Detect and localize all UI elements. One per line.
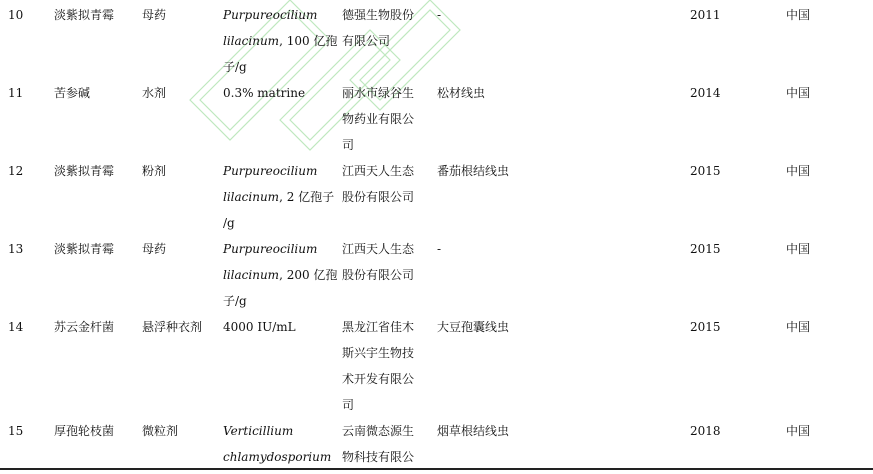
country: 中国 [786, 424, 811, 438]
country: 中国 [786, 242, 811, 256]
concentration-line3: /g [223, 216, 235, 230]
row-number: 12 [8, 164, 24, 178]
concentration [223, 418, 331, 470]
company [342, 2, 414, 54]
product-name: 厚孢轮枝菌 [54, 424, 115, 438]
target-pest: - [437, 8, 442, 22]
registration-year: 2015 [690, 320, 721, 334]
concentration-latin: Verticillium [223, 424, 294, 438]
concentration-rest: , 100 亿孢 [279, 34, 338, 48]
row-number: 11 [8, 86, 24, 100]
company-line: 德强生物股份 [342, 8, 415, 22]
row-number: 10 [8, 8, 24, 22]
company-line: 股份有限公司 [342, 268, 415, 282]
company-line: 司 [342, 398, 355, 412]
company-line: 斯兴宇生物技 [342, 346, 415, 360]
company-line: 江西天人生态 [342, 164, 415, 178]
product-name: 淡紫拟青霉 [54, 242, 115, 256]
product-name: 苏云金杆菌 [54, 320, 115, 334]
formulation: 粉剂 [142, 164, 167, 178]
registration-year: 2011 [690, 8, 721, 22]
company-line: 股份有限公司 [342, 190, 415, 204]
company-line: 丽水市绿谷生 [342, 86, 415, 100]
company-line: 黑龙江省佳木 [342, 320, 415, 334]
target-pest: 松材线虫 [437, 86, 486, 100]
concentration-line3: 子/g [223, 60, 247, 74]
concentration [223, 2, 337, 80]
company [342, 236, 414, 288]
country: 中国 [786, 320, 811, 334]
company [342, 80, 414, 158]
concentration [223, 158, 334, 236]
company [342, 418, 414, 470]
company-line: 司 [342, 138, 355, 152]
product-name: 淡紫拟青霉 [54, 8, 115, 22]
formulation: 母药 [142, 242, 167, 256]
registration-year: 2015 [690, 242, 721, 256]
concentration-latin: Purpureocilium [223, 242, 318, 256]
company-line: 术开发有限公 [342, 372, 415, 386]
target-pest: - [437, 242, 442, 256]
target-pest: 大豆孢囊线虫 [437, 320, 510, 334]
concentration-rest: , 200 亿孢 [279, 268, 338, 282]
concentration: 4000 IU/mL [223, 320, 296, 334]
company-line: 物药业有限公 [342, 112, 415, 126]
country: 中国 [786, 8, 811, 22]
target-pest: 烟草根结线虫 [437, 424, 510, 438]
company-line: 江西天人生态 [342, 242, 415, 256]
concentration-line2 [223, 184, 334, 210]
concentration-line2 [223, 262, 337, 288]
country: 中国 [786, 164, 811, 178]
row-number: 14 [8, 320, 24, 334]
row-number: 15 [8, 424, 24, 438]
concentration-latin: Purpureocilium [223, 164, 318, 178]
concentration-latin2: lilacinum [223, 190, 280, 204]
registration-year: 2014 [690, 86, 721, 100]
registration-year: 2018 [690, 424, 721, 438]
company-line: 云南微态源生 [342, 424, 415, 438]
formulation: 水剂 [142, 86, 167, 100]
company-line: 物科技有限公 [342, 450, 415, 464]
concentration-line3: 子/g [223, 294, 247, 308]
concentration-rest: , 2 亿孢子 [279, 190, 335, 204]
concentration: 0.3% matrine [223, 86, 306, 100]
concentration-latin: Purpureocilium [223, 8, 318, 22]
registration-year: 2015 [690, 164, 721, 178]
formulation: 悬浮种衣剂 [142, 320, 203, 334]
formulation: 母药 [142, 8, 167, 22]
row-number: 13 [8, 242, 24, 256]
concentration [223, 236, 337, 314]
concentration-latin2: chlamydosporium [223, 450, 332, 464]
product-name: 淡紫拟青霉 [54, 164, 115, 178]
country: 中国 [786, 86, 811, 100]
target-pest: 番茄根结线虫 [437, 164, 510, 178]
formulation: 微粒剂 [142, 424, 179, 438]
company [342, 314, 414, 418]
concentration-latin2: lilacinum [223, 268, 280, 282]
concentration-line2 [223, 28, 337, 54]
company-line: 有限公司 [342, 34, 391, 48]
company [342, 158, 414, 210]
product-name: 苦参碱 [54, 86, 91, 100]
table-bottom-rule [0, 468, 873, 470]
concentration-latin2: lilacinum [223, 34, 280, 48]
